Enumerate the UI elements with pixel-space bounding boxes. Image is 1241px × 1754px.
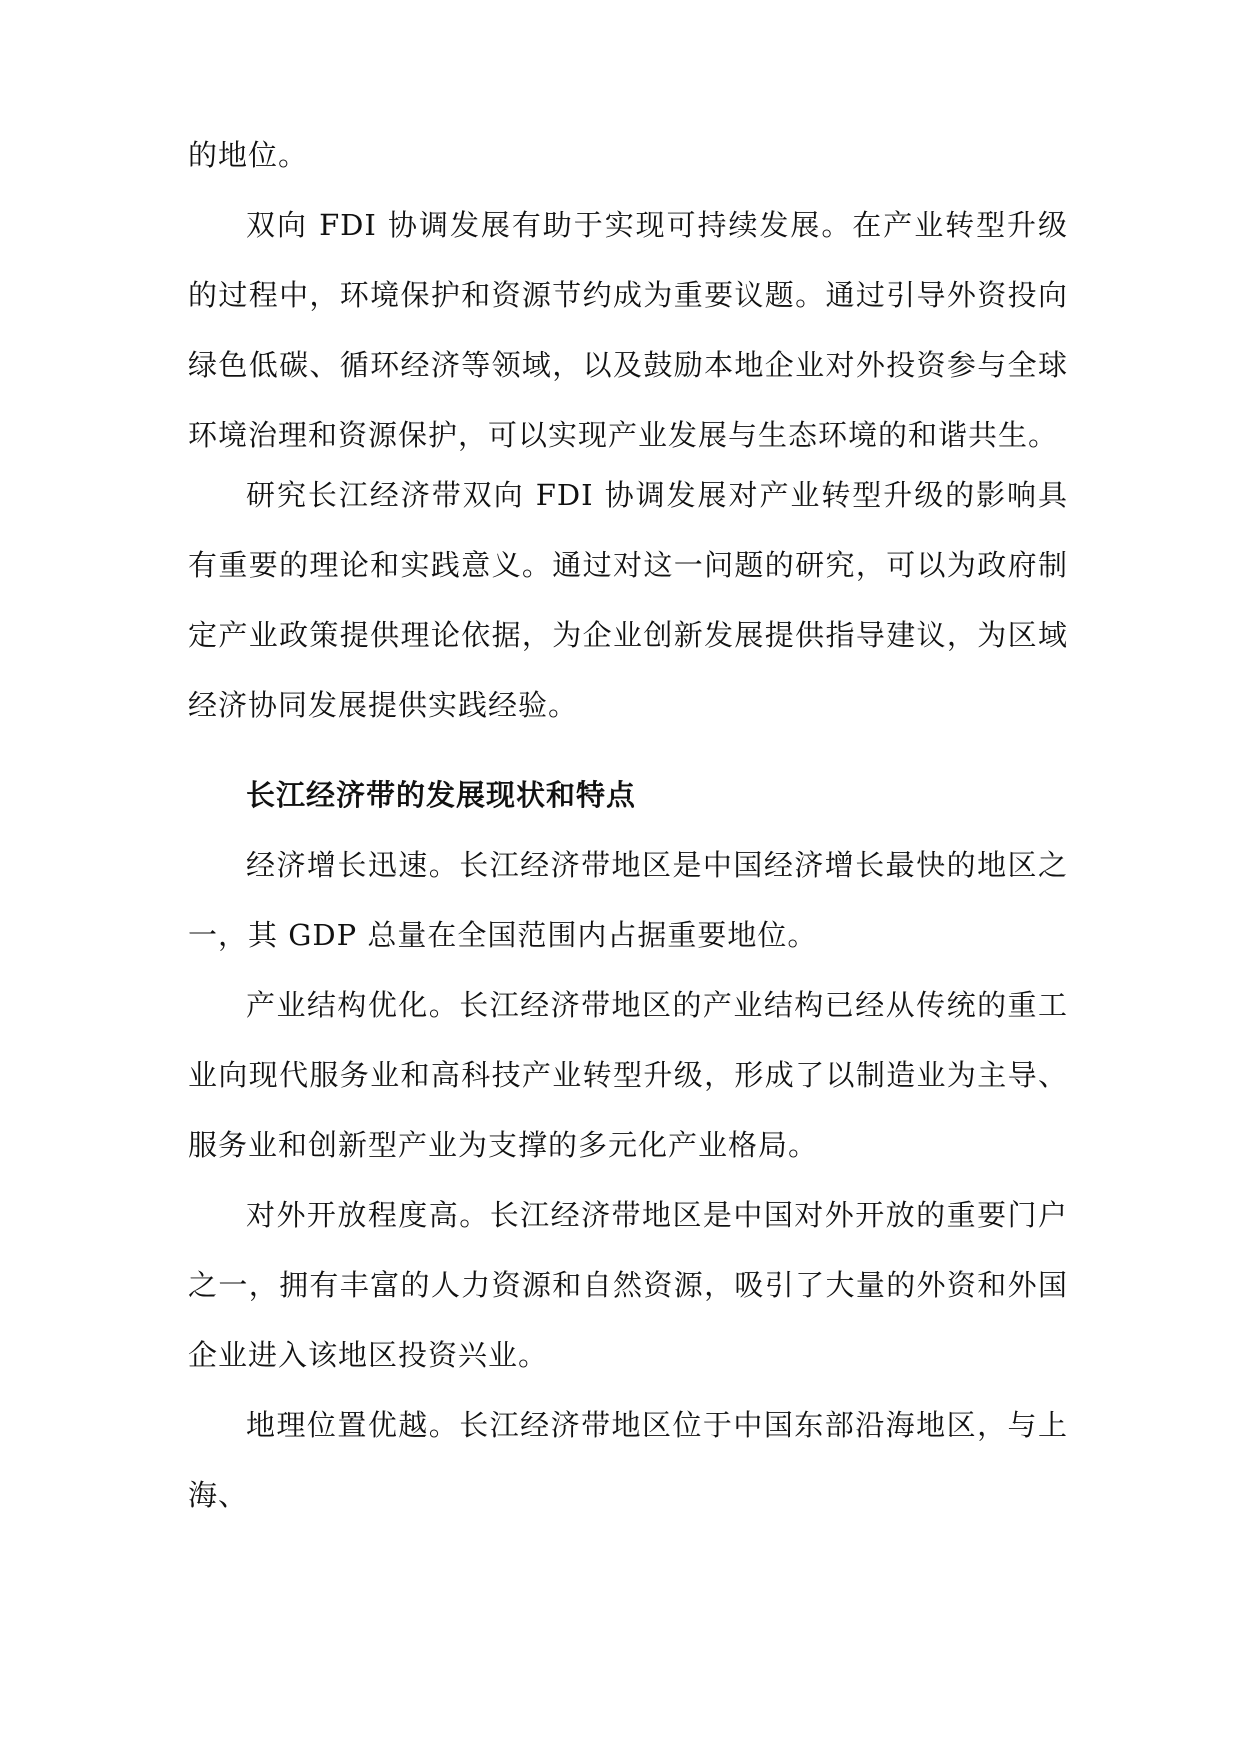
paragraph-research-significance: 研究长江经济带双向 FDI 协调发展对产业转型升级的影响具有重要的理论和实践意义。通过对这一问题的研究，可以为政府制定产业政策提供理论依据，为企业创新发展提供指导建议，为区域经济协同发展提供实践经验。 [188, 478, 1068, 722]
paragraph-industrial-structure: 产业结构优化。长江经济带地区的产业结构已经从传统的重工业向现代服务业和高科技产业转型升级，形成了以制造业为主导、服务业和创新型产业为支撑的多元化产业格局。 [188, 988, 1068, 1162]
paragraph-economic-growth: 经济增长迅速。长江经济带地区是中国经济增长最快的地区之一，其 GDP 总量在全国范围内占据重要地位。 [188, 848, 1068, 952]
section-heading: 长江经济带的发展现状和特点 [246, 778, 637, 812]
paragraph-sustainable-development: 双向 FDI 协调发展有助于实现可持续发展。在产业转型升级的过程中，环境保护和资源节约成为重要议题。通过引导外资投向绿色低碳、循环经济等领域，以及鼓励本地企业对外投资参与全球环境治理和资源保护，可以实现产业发展与生态环境的和谐共生。 [188, 208, 1068, 452]
paragraph-geographic-location: 地理位置优越。长江经济带地区位于中国东部沿海地区，与上海、 [188, 1408, 1068, 1512]
paragraph-opening-up: 对外开放程度高。长江经济带地区是中国对外开放的重要门户之一，拥有丰富的人力资源和自然资源，吸引了大量的外资和外国企业进入该地区投资兴业。 [188, 1198, 1068, 1372]
paragraph-continuation: 的地位。 [188, 138, 309, 172]
